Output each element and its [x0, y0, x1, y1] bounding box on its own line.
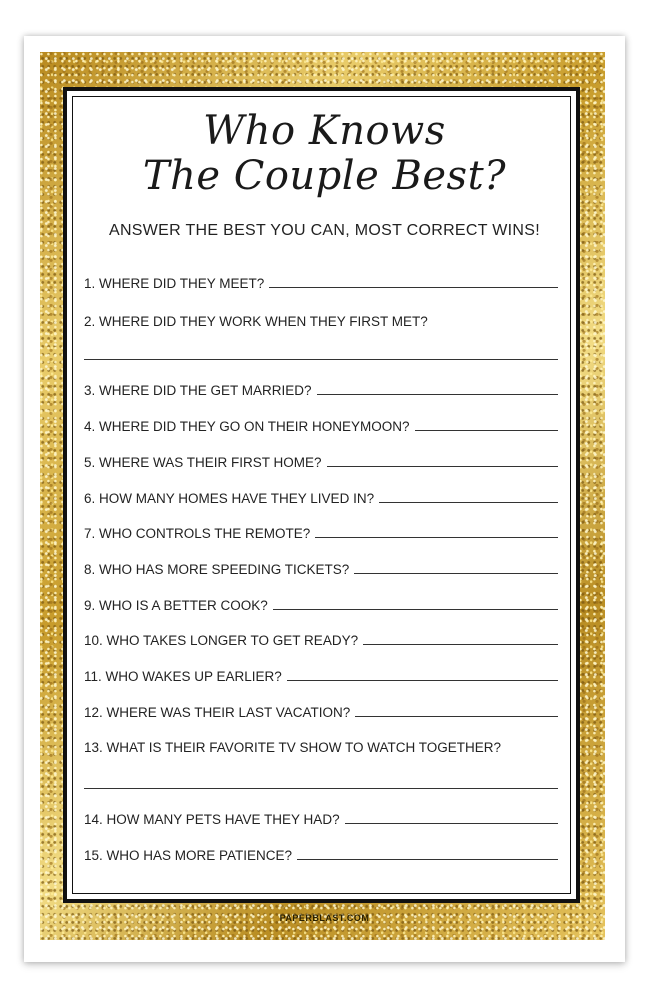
answer-line[interactable] — [297, 859, 558, 860]
question-text: 11. WHO WAKES UP EARLIER? — [84, 669, 282, 684]
question-text: 6. HOW MANY HOMES HAVE THEY LIVED IN? — [84, 491, 375, 506]
question-text: 9. WHO IS A BETTER COOK? — [84, 598, 268, 613]
question-text: 12. WHERE WAS THEIR LAST VACATION? — [84, 705, 351, 720]
question-1 — [84, 271, 558, 291]
title-line-2: The Couple Best? — [142, 153, 507, 199]
question-text: 1. WHERE DID THEY MEET? — [84, 276, 265, 291]
answer-line[interactable] — [327, 466, 558, 467]
question-12 — [84, 700, 558, 720]
question-text: 3. WHERE DID THE GET MARRIED? — [84, 383, 312, 398]
question-6 — [84, 486, 558, 506]
question-4 — [84, 414, 558, 434]
question-text: 5. WHERE WAS THEIR FIRST HOME? — [84, 455, 322, 470]
answer-line[interactable] — [355, 716, 558, 717]
question-text: 13. WHAT IS THEIR FAVORITE TV SHOW TO WATCH TOGETHER? — [84, 740, 502, 755]
answer-line[interactable] — [379, 502, 558, 503]
answer-line[interactable] — [315, 537, 558, 538]
question-text: 4. WHERE DID THEY GO ON THEIR HONEYMOON? — [84, 419, 410, 434]
question-2 — [84, 309, 558, 329]
answer-line[interactable] — [317, 394, 558, 395]
question-9 — [84, 593, 558, 613]
answer-line[interactable] — [84, 788, 558, 789]
answer-line[interactable] — [287, 680, 558, 681]
question-text: 8. WHO HAS MORE SPEEDING TICKETS? — [84, 562, 350, 577]
title-line-1: Who Knows — [203, 108, 446, 154]
answer-line[interactable] — [415, 430, 558, 431]
answer-line[interactable] — [273, 609, 558, 610]
question-text: 7. WHO CONTROLS THE REMOTE? — [84, 526, 311, 541]
question-text: 2. WHERE DID THEY WORK WHEN THEY FIRST MET? — [84, 314, 428, 329]
question-text: 14. HOW MANY PETS HAVE THEY HAD? — [84, 812, 340, 827]
question-text: 15. WHO HAS MORE PATIENCE? — [84, 848, 293, 863]
question-13 — [84, 735, 558, 755]
question-14 — [84, 807, 558, 827]
question-text: 10. WHO TAKES LONGER TO GET READY? — [84, 633, 359, 648]
answer-line[interactable] — [269, 287, 558, 288]
question-8 — [84, 557, 558, 577]
question-3 — [84, 378, 558, 398]
question-5 — [84, 450, 558, 470]
answer-line[interactable] — [84, 359, 558, 360]
question-15 — [84, 843, 558, 863]
answer-line[interactable] — [363, 644, 558, 645]
brand-footer: PAPERBLAST.COM — [279, 913, 370, 923]
question-11 — [84, 664, 558, 684]
instructions: ANSWER THE BEST YOU CAN, MOST CORRECT WINS! — [108, 222, 541, 239]
answer-line[interactable] — [354, 573, 558, 574]
answer-line[interactable] — [345, 823, 558, 824]
question-7 — [84, 521, 558, 541]
question-10 — [84, 628, 558, 648]
